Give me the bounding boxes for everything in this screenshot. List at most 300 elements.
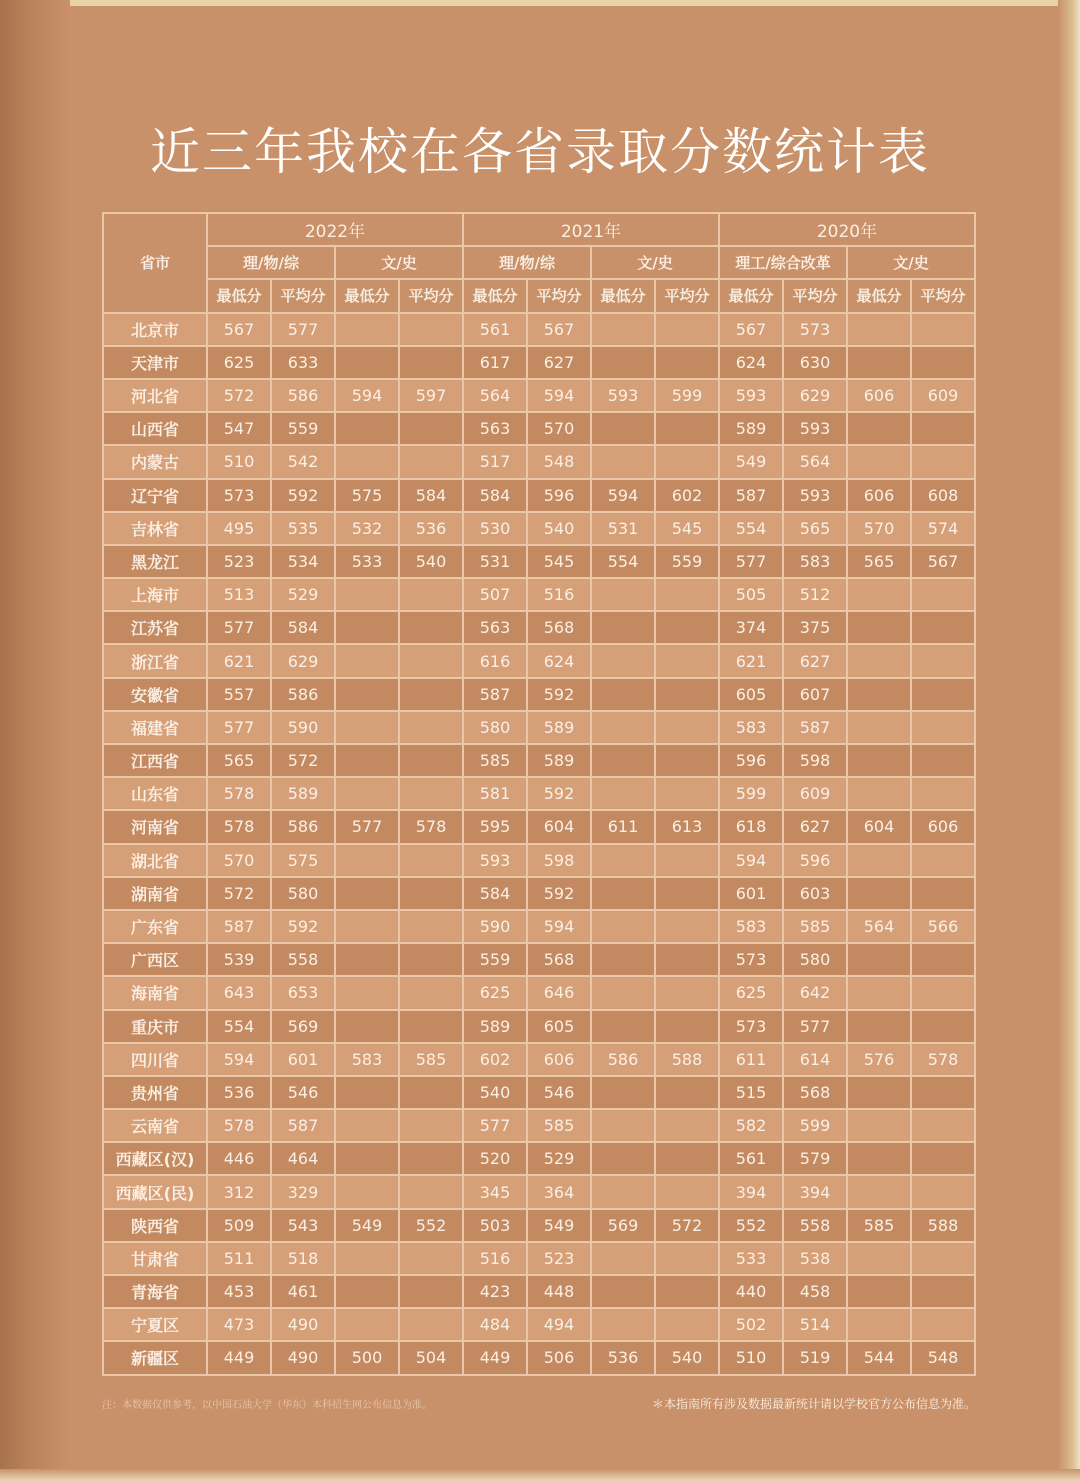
table-row — [103, 379, 975, 412]
score-cell — [399, 744, 463, 777]
score-cell: 584 — [463, 877, 527, 910]
province-cell: 青海省 — [103, 1275, 207, 1308]
year-header-2021: 2021年 — [463, 213, 719, 246]
score-cell: 510 — [719, 1341, 783, 1374]
score-cell: 609 — [783, 777, 847, 810]
score-cell: 599 — [783, 1109, 847, 1142]
year-header-2020: 2020年 — [719, 213, 975, 246]
score-cell — [591, 1242, 655, 1275]
score-cell: 594 — [719, 844, 783, 877]
score-cell: 586 — [271, 810, 335, 843]
score-cell — [655, 644, 719, 677]
score-cell: 458 — [783, 1275, 847, 1308]
score-cell: 538 — [783, 1242, 847, 1275]
score-cell: 584 — [463, 479, 527, 512]
score-cell: 595 — [463, 810, 527, 843]
score-cell — [335, 844, 399, 877]
score-cell: 546 — [527, 1076, 591, 1109]
score-cell: 515 — [719, 1076, 783, 1109]
score-cell: 607 — [783, 678, 847, 711]
score-cell: 557 — [207, 678, 271, 711]
score-cell: 558 — [783, 1209, 847, 1242]
score-cell: 512 — [783, 578, 847, 611]
score-cell: 549 — [527, 1209, 591, 1242]
score-cell: 577 — [335, 810, 399, 843]
score-cell: 592 — [271, 910, 335, 943]
table-row — [103, 1209, 975, 1242]
score-cell — [591, 943, 655, 976]
table-row — [103, 1275, 975, 1308]
province-cell: 陕西省 — [103, 1209, 207, 1242]
score-cell: 580 — [783, 943, 847, 976]
score-table-container — [102, 212, 976, 1376]
table-row — [103, 678, 975, 711]
score-cell — [399, 678, 463, 711]
score-cell: 374 — [719, 611, 783, 644]
score-cell: 536 — [591, 1341, 655, 1374]
province-cell: 黑龙江 — [103, 545, 207, 578]
score-cell — [335, 578, 399, 611]
score-cell — [911, 313, 975, 346]
score-cell: 548 — [911, 1341, 975, 1374]
score-cell: 540 — [655, 1341, 719, 1374]
score-cell — [591, 1308, 655, 1341]
score-cell: 585 — [463, 744, 527, 777]
score-cell — [335, 1109, 399, 1142]
table-row — [103, 976, 975, 1009]
score-cell — [911, 877, 975, 910]
score-cell: 625 — [719, 976, 783, 1009]
score-cell — [655, 313, 719, 346]
score-cell — [399, 1109, 463, 1142]
score-cell: 567 — [527, 313, 591, 346]
score-cell — [591, 910, 655, 943]
score-cell — [911, 445, 975, 478]
score-cell: 585 — [527, 1109, 591, 1142]
score-cell: 616 — [463, 644, 527, 677]
score-cell — [655, 777, 719, 810]
score-cell — [591, 412, 655, 445]
score-cell: 531 — [591, 512, 655, 545]
score-cell — [399, 1308, 463, 1341]
score-cell: 598 — [527, 844, 591, 877]
score-cell: 448 — [527, 1275, 591, 1308]
province-cell: 宁夏区 — [103, 1308, 207, 1341]
score-cell: 394 — [783, 1175, 847, 1208]
score-cell: 561 — [463, 313, 527, 346]
score-cell: 564 — [463, 379, 527, 412]
score-cell: 494 — [527, 1308, 591, 1341]
table-row — [103, 412, 975, 445]
footnote-right: ＊本指南所有涉及数据最新统计请以学校官方公布信息为准。 — [651, 1397, 976, 1411]
table-row — [103, 611, 975, 644]
page-right-edge — [1058, 0, 1080, 1481]
score-cell: 552 — [399, 1209, 463, 1242]
page-bottom-edge — [0, 1469, 1080, 1481]
score-cell — [655, 445, 719, 478]
score-cell: 375 — [783, 611, 847, 644]
province-cell: 浙江省 — [103, 644, 207, 677]
score-cell: 490 — [271, 1341, 335, 1374]
score-cell — [591, 445, 655, 478]
score-cell: 606 — [911, 810, 975, 843]
score-cell: 588 — [911, 1209, 975, 1242]
score-cell — [591, 1076, 655, 1109]
score-cell: 583 — [719, 910, 783, 943]
score-cell — [911, 412, 975, 445]
table-row — [103, 810, 975, 843]
sub-header: 平均分 — [399, 279, 463, 312]
score-cell: 523 — [527, 1242, 591, 1275]
score-cell: 561 — [719, 1142, 783, 1175]
score-cell: 564 — [847, 910, 911, 943]
province-cell: 上海市 — [103, 578, 207, 611]
score-cell: 559 — [655, 545, 719, 578]
score-cell — [335, 1275, 399, 1308]
score-cell: 500 — [335, 1341, 399, 1374]
score-cell — [911, 1109, 975, 1142]
score-cell: 506 — [527, 1341, 591, 1374]
province-cell: 山西省 — [103, 412, 207, 445]
score-cell: 572 — [207, 379, 271, 412]
score-cell: 495 — [207, 512, 271, 545]
score-cell: 559 — [463, 943, 527, 976]
score-cell: 568 — [783, 1076, 847, 1109]
score-cell — [911, 777, 975, 810]
score-cell: 587 — [463, 678, 527, 711]
score-cell — [591, 877, 655, 910]
score-cell — [655, 877, 719, 910]
score-cell: 587 — [207, 910, 271, 943]
score-cell: 582 — [719, 1109, 783, 1142]
score-cell — [399, 346, 463, 379]
score-cell — [655, 976, 719, 1009]
score-cell: 584 — [399, 479, 463, 512]
score-cell — [399, 1242, 463, 1275]
score-cell: 572 — [655, 1209, 719, 1242]
score-cell: 568 — [527, 943, 591, 976]
score-cell — [655, 578, 719, 611]
province-cell: 福建省 — [103, 711, 207, 744]
score-cell: 596 — [527, 479, 591, 512]
group-header: 文/史 — [335, 246, 463, 279]
score-cell — [335, 711, 399, 744]
table-row — [103, 1341, 975, 1374]
score-cell: 575 — [271, 844, 335, 877]
score-cell — [911, 1142, 975, 1175]
score-cell — [335, 1076, 399, 1109]
score-cell: 578 — [207, 777, 271, 810]
score-cell: 575 — [335, 479, 399, 512]
table-row — [103, 346, 975, 379]
province-cell: 吉林省 — [103, 512, 207, 545]
province-cell: 广西区 — [103, 943, 207, 976]
score-cell — [911, 844, 975, 877]
score-cell — [911, 578, 975, 611]
score-cell — [655, 711, 719, 744]
sub-header: 最低分 — [591, 279, 655, 312]
score-cell — [399, 644, 463, 677]
table-row — [103, 844, 975, 877]
score-cell: 572 — [271, 744, 335, 777]
score-cell — [847, 644, 911, 677]
score-cell — [655, 1010, 719, 1043]
score-cell: 572 — [207, 877, 271, 910]
score-cell: 564 — [783, 445, 847, 478]
score-cell: 544 — [847, 1341, 911, 1374]
table-row — [103, 1142, 975, 1175]
score-cell: 569 — [591, 1209, 655, 1242]
score-cell: 629 — [271, 644, 335, 677]
table-row — [103, 1043, 975, 1076]
province-cell: 贵州省 — [103, 1076, 207, 1109]
score-cell — [655, 943, 719, 976]
score-cell: 586 — [271, 678, 335, 711]
table-row — [103, 313, 975, 346]
page-title: 近三年我校在各省录取分数统计表 — [150, 123, 930, 181]
score-cell: 565 — [207, 744, 271, 777]
score-cell: 519 — [783, 1341, 847, 1374]
score-cell — [911, 744, 975, 777]
province-cell: 四川省 — [103, 1043, 207, 1076]
score-cell — [591, 1142, 655, 1175]
score-cell: 329 — [271, 1175, 335, 1208]
score-cell: 584 — [271, 611, 335, 644]
score-cell: 577 — [207, 711, 271, 744]
score-cell — [399, 1010, 463, 1043]
sub-header: 最低分 — [207, 279, 271, 312]
score-cell: 577 — [463, 1109, 527, 1142]
score-cell — [655, 844, 719, 877]
score-cell — [847, 611, 911, 644]
table-body — [103, 313, 975, 1375]
score-cell — [335, 346, 399, 379]
score-cell: 592 — [271, 479, 335, 512]
province-cell: 内蒙古 — [103, 445, 207, 478]
score-cell — [591, 1175, 655, 1208]
score-cell — [335, 412, 399, 445]
score-cell — [911, 346, 975, 379]
score-cell: 587 — [719, 479, 783, 512]
score-cell: 594 — [335, 379, 399, 412]
score-cell — [591, 1109, 655, 1142]
score-cell: 529 — [271, 578, 335, 611]
sub-header: 平均分 — [655, 279, 719, 312]
score-cell: 589 — [527, 711, 591, 744]
score-cell — [399, 412, 463, 445]
score-cell — [591, 844, 655, 877]
province-cell: 江苏省 — [103, 611, 207, 644]
score-cell — [399, 611, 463, 644]
score-cell: 505 — [719, 578, 783, 611]
score-cell: 570 — [207, 844, 271, 877]
score-cell: 569 — [271, 1010, 335, 1043]
score-cell — [335, 644, 399, 677]
footnote-left: 注：本数据仅供参考，以中国石油大学（华东）本科招生网公布信息为准。 — [102, 1400, 432, 1411]
score-cell: 577 — [783, 1010, 847, 1043]
score-cell — [591, 976, 655, 1009]
score-cell — [399, 1076, 463, 1109]
score-cell — [911, 976, 975, 1009]
score-cell — [591, 711, 655, 744]
score-cell — [655, 412, 719, 445]
score-cell: 625 — [207, 346, 271, 379]
province-cell: 西藏区(民) — [103, 1175, 207, 1208]
sub-header: 最低分 — [335, 279, 399, 312]
score-cell — [399, 910, 463, 943]
score-cell — [655, 1076, 719, 1109]
score-cell — [399, 1275, 463, 1308]
score-cell — [847, 1175, 911, 1208]
score-cell: 523 — [207, 545, 271, 578]
score-cell: 604 — [527, 810, 591, 843]
score-cell: 490 — [271, 1308, 335, 1341]
score-cell — [911, 1275, 975, 1308]
table-row — [103, 943, 975, 976]
score-cell — [591, 1275, 655, 1308]
score-cell: 547 — [207, 412, 271, 445]
score-cell — [847, 678, 911, 711]
score-cell — [847, 943, 911, 976]
score-cell — [335, 678, 399, 711]
score-cell — [335, 777, 399, 810]
province-cell: 甘肃省 — [103, 1242, 207, 1275]
score-cell: 609 — [911, 379, 975, 412]
province-cell: 广东省 — [103, 910, 207, 943]
score-cell: 520 — [463, 1142, 527, 1175]
score-cell: 511 — [207, 1242, 271, 1275]
score-cell: 449 — [207, 1341, 271, 1374]
score-cell — [335, 1010, 399, 1043]
score-cell — [655, 678, 719, 711]
score-cell: 586 — [271, 379, 335, 412]
score-cell — [335, 744, 399, 777]
table-row — [103, 479, 975, 512]
score-cell: 577 — [271, 313, 335, 346]
score-cell: 576 — [847, 1043, 911, 1076]
province-cell: 安徽省 — [103, 678, 207, 711]
score-cell: 587 — [783, 711, 847, 744]
score-cell — [335, 1175, 399, 1208]
score-cell: 503 — [463, 1209, 527, 1242]
score-cell — [911, 644, 975, 677]
score-cell: 624 — [719, 346, 783, 379]
score-cell: 530 — [463, 512, 527, 545]
score-cell: 574 — [911, 512, 975, 545]
score-cell: 594 — [527, 910, 591, 943]
score-cell: 583 — [335, 1043, 399, 1076]
score-cell: 567 — [207, 313, 271, 346]
score-cell: 579 — [783, 1142, 847, 1175]
score-cell — [655, 1308, 719, 1341]
score-cell: 594 — [207, 1043, 271, 1076]
sub-header: 最低分 — [847, 279, 911, 312]
score-cell: 594 — [591, 479, 655, 512]
score-cell — [591, 578, 655, 611]
score-cell: 549 — [719, 445, 783, 478]
score-cell: 545 — [655, 512, 719, 545]
score-cell — [847, 976, 911, 1009]
score-cell: 536 — [207, 1076, 271, 1109]
score-cell — [847, 412, 911, 445]
score-cell: 510 — [207, 445, 271, 478]
score-cell: 598 — [783, 744, 847, 777]
score-cell: 540 — [527, 512, 591, 545]
score-cell: 633 — [271, 346, 335, 379]
score-cell: 504 — [399, 1341, 463, 1374]
score-cell: 643 — [207, 976, 271, 1009]
score-cell: 642 — [783, 976, 847, 1009]
sub-header: 平均分 — [911, 279, 975, 312]
province-cell: 湖北省 — [103, 844, 207, 877]
province-cell: 河南省 — [103, 810, 207, 843]
score-cell: 593 — [463, 844, 527, 877]
score-cell: 545 — [527, 545, 591, 578]
score-cell — [399, 711, 463, 744]
score-cell: 570 — [527, 412, 591, 445]
table-row — [103, 445, 975, 478]
score-cell — [591, 313, 655, 346]
score-cell: 627 — [527, 346, 591, 379]
score-cell: 593 — [783, 479, 847, 512]
score-cell: 611 — [719, 1043, 783, 1076]
score-cell: 608 — [911, 479, 975, 512]
score-cell — [591, 744, 655, 777]
score-cell — [911, 1175, 975, 1208]
score-cell: 566 — [911, 910, 975, 943]
score-cell: 613 — [655, 810, 719, 843]
score-cell — [335, 943, 399, 976]
score-cell — [591, 644, 655, 677]
score-cell — [335, 313, 399, 346]
score-cell: 646 — [527, 976, 591, 1009]
score-cell: 517 — [463, 445, 527, 478]
province-cell: 山东省 — [103, 777, 207, 810]
score-cell: 516 — [527, 578, 591, 611]
score-cell — [847, 1142, 911, 1175]
score-cell — [655, 1109, 719, 1142]
score-cell: 514 — [783, 1308, 847, 1341]
score-table — [102, 212, 976, 1376]
score-cell: 533 — [719, 1242, 783, 1275]
group-header: 文/史 — [591, 246, 719, 279]
score-cell: 578 — [207, 810, 271, 843]
score-cell: 601 — [719, 877, 783, 910]
score-cell — [591, 1010, 655, 1043]
score-cell: 597 — [399, 379, 463, 412]
score-cell: 585 — [399, 1043, 463, 1076]
page-spine-shadow — [0, 0, 70, 1481]
score-cell: 621 — [207, 644, 271, 677]
score-cell: 630 — [783, 346, 847, 379]
score-cell: 592 — [527, 877, 591, 910]
score-cell: 578 — [399, 810, 463, 843]
score-cell: 543 — [271, 1209, 335, 1242]
score-cell — [847, 1109, 911, 1142]
province-cell: 海南省 — [103, 976, 207, 1009]
score-cell: 583 — [783, 545, 847, 578]
score-cell — [847, 578, 911, 611]
score-cell — [399, 445, 463, 478]
score-cell — [655, 910, 719, 943]
score-cell: 570 — [847, 512, 911, 545]
score-cell: 473 — [207, 1308, 271, 1341]
score-cell — [911, 711, 975, 744]
province-cell: 河北省 — [103, 379, 207, 412]
score-cell: 516 — [463, 1242, 527, 1275]
score-cell — [335, 976, 399, 1009]
sub-header: 平均分 — [527, 279, 591, 312]
